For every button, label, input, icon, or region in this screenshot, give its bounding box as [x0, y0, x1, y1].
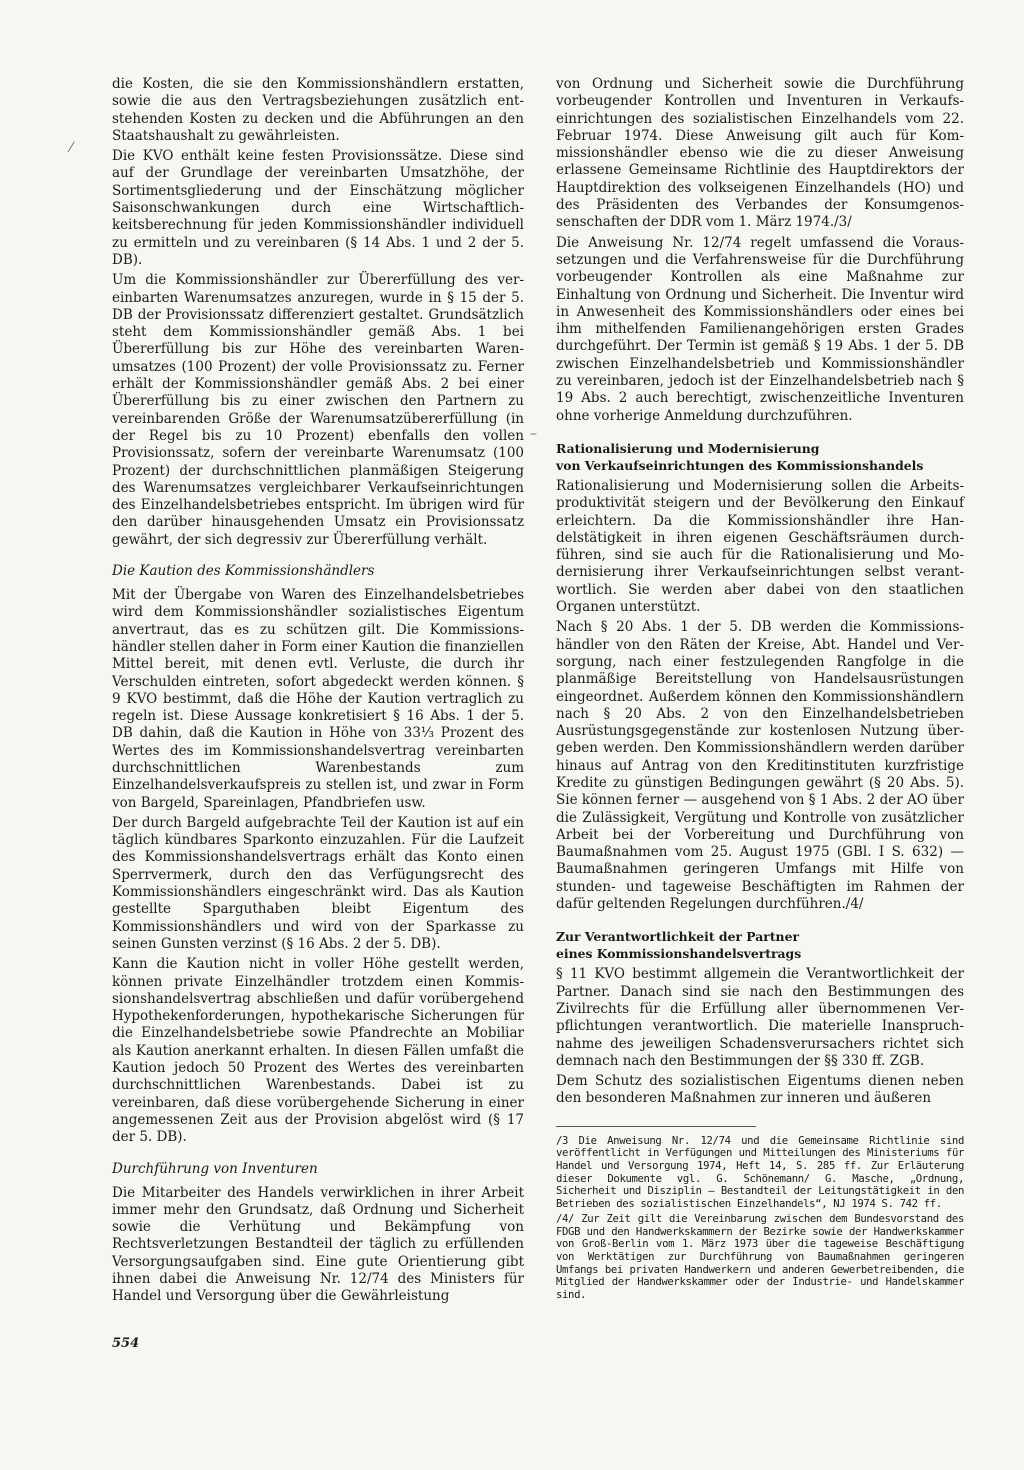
footnote-divider [556, 1126, 756, 1127]
paragraph: Rationalisierung und Modernisierung sollen die Arbeitsproduktivität steigern und der Bevölkerung den Einkauf erleichtern. Da die Kommissionshändler ihre Handelstätigkeit in ihren eigenen Geschäftsräumen durchführen, sind sie auch für die Rationalisierung und Modernisierung ihrer Verkaufseinrichtungen selbst verantwortlich. Sie werden aber dabei von den staatlichen Organen unterstützt. [556, 477, 964, 616]
paragraph: Die Mitarbeiter des Handels verwirklichen in ihrer Arbeit immer mehr den Grundsatz, daß Ordnung und Sicherheit sowie die Verhütung und Bekämpfung von Rechtsverletzungen Bestandteil der täglich zu erfüllenden Versorgungsaufgaben sind. Eine gute Orientierung gibt ihnen dabei die Anweisung Nr. 12/74 des Ministers für Handel und Versorgung über die Gewährleistung [112, 1184, 524, 1305]
paragraph: Dem Schutz des sozialistischen Eigentums dienen neben den besonderen Maßnahmen zur inneren und äußeren [556, 1073, 964, 1107]
subheading-inventuren: Durchführung von Inventuren [112, 1160, 318, 1177]
margin-dash-mark: – [530, 426, 537, 442]
heading-line: von Verkaufseinrichtungen des Kommissionshandels [556, 457, 924, 473]
paragraph: § 11 KVO bestimmt allgemein die Verantwortlichkeit der Partner. Danach sind sie nach den Bestimmungen des Zivilrechts für die Erfüllung aller übernommenen Verpflichtungen verantwortlich. Die materielle Inanspruchnahme des jeweiligen Schadensverursachers richtet sich demnach nach den Bestimmungen der §§ 330 ff. ZGB. [556, 966, 964, 1069]
margin-pencil-mark: ⁄ [70, 140, 73, 156]
paragraph: Um die Kommissionshändler zur Übererfüllung des vereinbarten Warenumsatzes anzuregen, wurde in § 15 der 5. DB der Provisionssatz differenziert gestaltet. Grundsätzlich steht dem Kommissionshändler gemäß Abs. 1 bei Übererfüllung bis zur Höhe des vereinbarten Warenumsatzes (100 Prozent) der volle Provisionssatz zu. Ferner erhält der Kommissionshändler gemäß Abs. 2 bei einer Übererfüllung bis zu einer zwischen den Partnern zu vereinbarenden Größe der Warenumsatzübererfüllung (in der Regel bis zu 10 Prozent) ebenfalls den vollen Provisionssatz, sofern der vereinbarte Warenumsatz (100 Prozent) der durchschnittlichen planmäßigen Steigerung des Warenumsatzes vergleichbarer Verkaufseinrichtungen des Einzelhandelsbetriebes entspricht. Im übrigen wird für den darüber hinausgehenden Umsatz ein Provisionssatz gewährt, der sich degressiv zur Übererfüllung verhält. [112, 272, 524, 548]
subheading-kaution: Die Kaution des Kommissionshändlers [112, 563, 375, 580]
right-column [556, 76, 964, 1304]
section-heading-rationalisierung [556, 440, 964, 474]
paragraph: Nach § 20 Abs. 1 der 5. DB werden die Kommissionshändler von den Räten der Kreise, Abt. Handel und Versorgung, nach einer festzulegenden Rangfolge in die planmäßige Bereitstellung von Handelsausrüstungen eingeordnet. Außerdem können den Kommissionshändlern nach § 20 Abs. 2 von den Einzelhandelsbetrieben Ausrüstungsgegenstände zur kostenlosen Nutzung übergeben werden. Den Kommissionshändlern werden darüber hinaus auf Antrag von den Kreditinstituten kurzfristige Kredite zu günstigen Bedingungen gewährt (§ 20 Abs. 5). Sie können ferner — ausgehend von § 1 Abs. 2 der AO über die Zulässigkeit, Vergütung und Kontrolle von zusätzlicher Arbeit bei der Vorbereitung und Durchführung von Baumaßnahmen vom 25. August 1975 (GBl. I S. 632) — Baumaßnahmen geringeren Umfangs mit Hilfe von stunden- und tageweise Beschäftigten im Rahmen der dafür geltenden Regelungen durchführen./4/ [556, 619, 964, 913]
paragraph: Kann die Kaution nicht in voller Höhe gestellt werden, können private Einzelhändler trotzdem einen Kommissionshandelsvertrag abschließen und dafür vorübergehend Hypothekenforderungen, hypothekarische Sicherungen für die Einzelhandelsbetriebe sowie Pfandrechte an Mobiliar als Kaution anerkannt erhalten. In diesen Fällen umfaßt die Kaution jedoch 50 Prozent des Wertes des vereinbarten durchschnittlichen Warenbestands. Dabei ist zu vereinbaren, daß diese vorübergehende Sicherung in einer angemessenen Zeit aus der Provision abgelöst wird (§ 17 der 5. DB). [112, 956, 524, 1146]
paragraph: Mit der Übergabe von Waren des Einzelhandelsbetriebes wird dem Kommissionshändler sozialistisches Eigentum anvertraut, das es zu schützen gilt. Die Kommissionshändler stellen daher in Form einer Kaution die finanziellen Mittel bereit, mit denen evtl. Verluste, die durch ihr Verschulden eintreten, sofort abgedeckt werden können. § 9 KVO bestimmt, daß die Höhe der Kaution vertraglich zu regeln ist. Diese Aussage konkretisiert § 16 Abs. 1 der 5. DB dahin, daß die Kaution in Höhe von 33⅓ Prozent des Wertes des im Kommissionshandelsvertrag vereinbarten durchschnittlichen Warenbestands zum Einzelhandelsverkaufspreis zu stellen ist, und zwar in Form von Bargeld, Spareinlagen, Pfandbriefen usw. [112, 587, 524, 811]
footnote-3: /3 Die Anweisung Nr. 12/74 und die Gemeinsame Richtlinie sind veröffentlicht in Verfügungen und Mitteilungen des Ministeriums für Handel und Versorgung 1974, Heft 14, S. 285 ff. Zur Erläuterung dieser Dokumente vgl. G. Schönemann/ G. Masche, „Ordnung, Sicherheit und Disziplin — Bestandteil der Leitungstätigkeit in den Betrieben des sozialistischen Einzelhandels“, NJ 1974 S. 742 ff. [556, 1134, 964, 1210]
heading-line: eines Kommissionshandelsvertrags [556, 946, 802, 962]
paragraph: von Ordnung und Sicherheit sowie die Durchführung vorbeugender Kontrollen und Inventuren in Verkaufseinrichtungen des sozialistischen Einzelhandels vom 22. Februar 1974. Diese Anweisung gilt auch für Kommissionshändler ebenso wie die zu dieser Anweisung erlassene Gemeinsame Richtlinie des Hauptdirektors der Hauptdirektion des volkseigenen Einzelhandels (HO) und des Präsidenten des Verbandes der Konsumgenossenschaften der DDR vom 1. März 1974./3/ [556, 76, 964, 231]
paragraph: die Kosten, die sie den Kommissionshändlern erstatten, sowie die aus den Vertragsbeziehungen zusätzlich entstehenden Kosten zu decken und die Abführungen an den Staatshaushalt zu gewährleisten. [112, 76, 524, 144]
section-heading-verantwortlichkeit [556, 928, 964, 962]
left-column [112, 76, 524, 1309]
heading-line: Zur Verantwortlichkeit der Partner [556, 929, 799, 945]
footnote-4: /4/ Zur Zeit gilt die Vereinbarung zwischen dem Bundesvorstand des FDGB und den Handwerkskammern der Bezirke sowie der Handwerkskammer von Groß-Berlin vom 1. März 1973 über die tageweise Beschäftigung von Werktätigen zur Durchführung von Baumaßnahmen geringeren Umfangs bei privaten Handwerkern und anderen Gewerbetreibenden, die Mitglied der Handwerkskammer oder der Industrie- und Handelskammer sind. [556, 1213, 964, 1301]
paragraph: Die KVO enthält keine festen Provisionssätze. Diese sind auf der Grundlage der vereinbarten Umsatzhöhe, der Sortimentsgliederung und der Einschätzung möglicher Saisonschwankungen durch eine Wirtschaftlichkeitsberechnung für jeden Kommissionshändler individuell zu ermitteln und zu vereinbaren (§ 14 Abs. 1 und 2 der 5. DB). [112, 148, 524, 268]
heading-line: Rationalisierung und Modernisierung [556, 440, 820, 456]
paragraph: Der durch Bargeld aufgebrachte Teil der Kaution ist auf ein täglich kündbares Sparkonto einzuzahlen. Für die Laufzeit des Kommissionshandelsvertrags erhält das Konto einen Sperrvermerk, durch den das Verfügungsrecht des Kommissionshändlers eingeschränkt wird. Das als Kaution gestellte Sparguthaben bleibt Eigentum des Kommissionshändlers und wird von der Sparkasse zu seinen Gunsten verzinst (§ 16 Abs. 2 der 5. DB). [112, 814, 524, 952]
paragraph: Die Anweisung Nr. 12/74 regelt umfassend die Voraussetzungen und die Verfahrensweise für die Durchführung vorbeugender Kontrollen als eine Maßnahme zur Einhaltung von Ordnung und Sicherheit. Die Inventur wird in Anwesenheit des Kommissionshändlers oder eines bei ihm mithelfenden Familienangehörigen ersten Grades durchgeführt. Der Termin ist gemäß § 19 Abs. 1 der 5. DB zwischen Einzelhandelsbetrieb und Kommissionshändler zu vereinbaren, jedoch ist der Einzelhandelsbetrieb nach § 19 Abs. 2 auch berechtigt, zwischenzeitliche Inventuren ohne vorherige Anmeldung durchzuführen. [556, 234, 964, 424]
page-number: 554 [112, 1336, 140, 1351]
